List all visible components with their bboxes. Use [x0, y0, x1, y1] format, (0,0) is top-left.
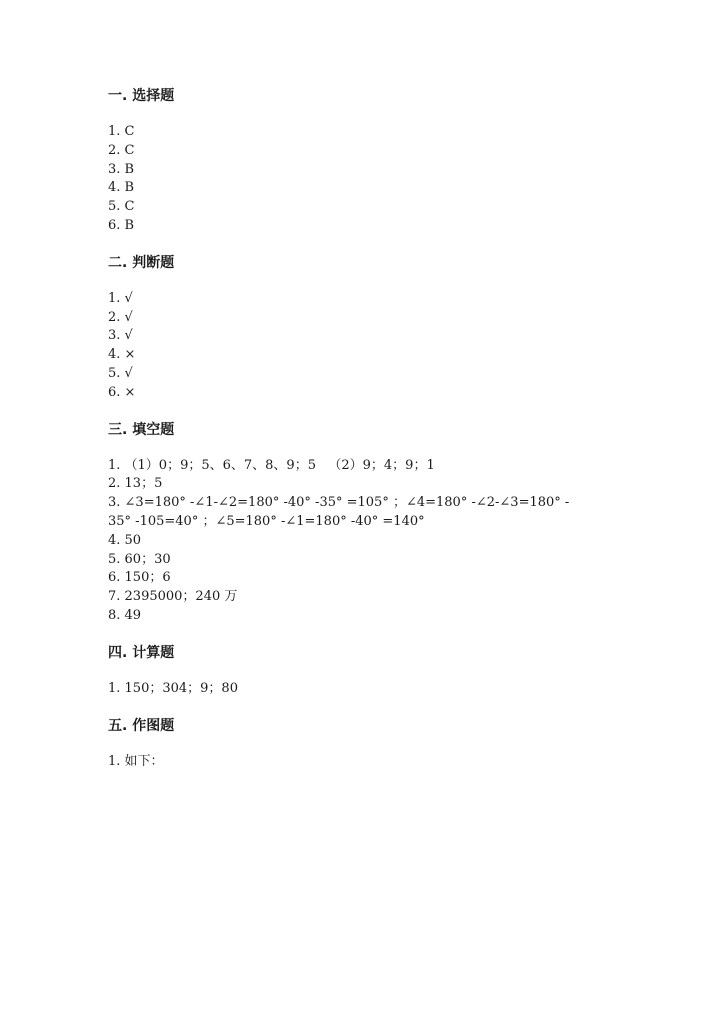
section-true-false	[108, 253, 608, 403]
answer-line: 6. B	[108, 217, 135, 233]
answer-line: 4. B	[108, 180, 135, 196]
answer-line: 1. 如下：	[108, 753, 164, 769]
answer-list	[108, 680, 608, 699]
answer-line: 2. C	[108, 142, 135, 158]
answer-line: 6. 150；6	[108, 570, 171, 586]
section-fill-blank	[108, 420, 608, 626]
answer-line: 3. B	[108, 161, 135, 177]
answer-list	[108, 753, 608, 772]
answer-line: 2. 13；5	[108, 476, 163, 492]
answer-list	[108, 123, 608, 236]
section-title: 五. 作图题	[108, 717, 175, 734]
answer-line: 1. √	[108, 290, 133, 306]
answer-line: 4. ×	[108, 347, 136, 363]
section-calculation	[108, 643, 608, 699]
section-title: 四. 计算题	[108, 644, 175, 661]
section-choice	[108, 86, 608, 236]
answer-line: 4. 50	[108, 532, 142, 548]
section-title: 一. 选择题	[108, 88, 175, 104]
answer-line: 3. ∠3=180° -∠1-∠2=180° -40° -35° =105° ；∠4=180° -∠2-∠3=180° -	[108, 495, 570, 511]
answer-line: 2. √	[108, 309, 133, 325]
answer-line: 7. 2395000；240 万	[108, 589, 238, 605]
answer-list	[108, 290, 608, 403]
section-drawing	[108, 716, 608, 772]
answer-line: 5. 60；30	[108, 551, 171, 567]
answer-line: 6. ×	[108, 384, 136, 400]
answer-line: 8. 49	[108, 607, 142, 623]
answer-line: 5. C	[108, 199, 135, 215]
section-title: 三. 填空题	[108, 421, 175, 438]
answer-line: 5. √	[108, 365, 133, 381]
answer-line: 1. （1）0；9；5、6、7、8、9；5 （2）9；4；9；1	[108, 457, 435, 473]
answer-line: 35° -105=40° ；∠5=180° -∠1=180° -40° =140°	[108, 513, 425, 529]
section-title: 二. 判断题	[108, 254, 175, 271]
answer-document	[108, 86, 608, 788]
answer-line: 1. 150；304；9；80	[108, 680, 238, 696]
answer-list	[108, 457, 608, 626]
answer-line: 3. √	[108, 328, 133, 344]
answer-line: 1. C	[108, 124, 135, 139]
